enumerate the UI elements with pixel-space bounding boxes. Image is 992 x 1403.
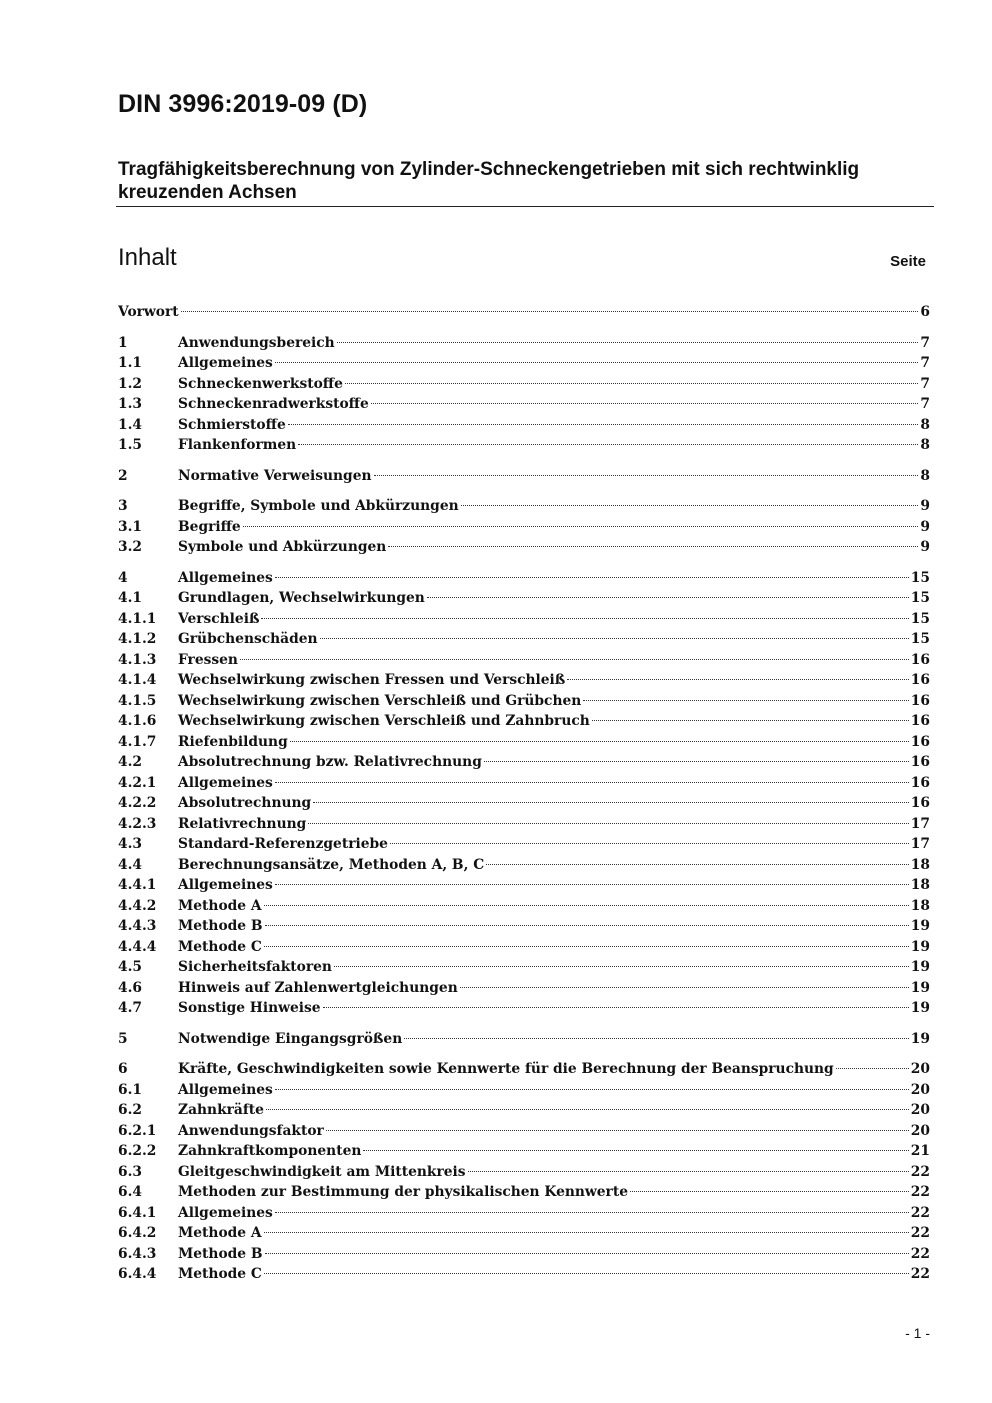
toc-entry-title: Verschleiß <box>178 610 260 627</box>
toc-entry-title: Wechselwirkung zwischen Verschleiß und Grübchen <box>178 692 582 709</box>
toc-entry[interactable] <box>118 650 930 671</box>
toc-entry-title: Allgemeines <box>178 569 273 586</box>
toc-entry-number: 6.2.1 <box>118 1122 157 1139</box>
toc-dot-leader <box>404 1038 909 1039</box>
toc-entry-number: 4.1.1 <box>118 610 157 627</box>
toc-dot-leader <box>243 526 919 527</box>
toc-entry-title: Vorwort <box>118 304 179 320</box>
toc-entry-title: Zahnkraftkomponenten <box>178 1143 362 1159</box>
document-title: Tragfähigkeitsberechnung von Zylinder-Schneckengetrieben mit sich rechtwinklig kreuzenden Achsen <box>118 159 860 203</box>
toc-entry-title: Standard-Referenzgetriebe <box>178 836 388 852</box>
toc-entry-title: Methoden zur Bestimmung der physikalischen Kennwerte <box>178 1184 628 1200</box>
toc-entry[interactable] <box>118 1029 930 1050</box>
toc-entry-page: 15 <box>910 590 930 606</box>
toc-entry-title: Schmierstoffe <box>178 416 286 433</box>
toc-entry[interactable] <box>118 957 930 978</box>
toc-entry-number: 6.4.1 <box>118 1204 157 1221</box>
toc-entry[interactable] <box>118 875 930 896</box>
toc-dot-leader <box>326 1130 909 1131</box>
toc-entry-title: Methode B <box>178 1245 263 1262</box>
toc-entry-page: 20 <box>910 1081 930 1098</box>
toc-entry-title: Allgemeines <box>178 355 273 371</box>
toc-entry-number: 3 <box>118 498 128 514</box>
toc-entry[interactable] <box>118 978 930 999</box>
toc-dot-leader <box>290 741 909 742</box>
toc-dot-leader <box>261 618 908 619</box>
toc-entry-title: Absolutrechnung bzw. Relativrechnung <box>178 754 482 770</box>
toc-entry-page: 16 <box>910 795 930 811</box>
toc-entry-page: 7 <box>920 355 930 371</box>
toc-entry-number: 4.1.6 <box>118 713 157 729</box>
toc-entry-title: Sicherheitsfaktoren <box>178 959 332 975</box>
toc-entry[interactable] <box>118 1121 930 1142</box>
toc-dot-leader <box>275 1212 909 1213</box>
toc-dot-leader <box>374 475 919 476</box>
toc-entry[interactable] <box>118 1223 930 1244</box>
toc-entry-title: Methode C <box>178 938 262 955</box>
toc-entry-page: 18 <box>910 877 930 893</box>
toc-entry[interactable] <box>118 793 930 814</box>
toc-dot-leader <box>320 638 909 639</box>
toc-dot-leader <box>583 700 908 701</box>
toc-entry-title: Hinweis auf Zahlenwertgleichungen <box>178 979 458 996</box>
toc-entry-page: 16 <box>910 713 930 729</box>
toc-dot-leader <box>181 311 919 312</box>
toc-entry-page: 16 <box>910 692 930 709</box>
toc-entry[interactable] <box>118 834 930 855</box>
toc-entry-title: Absolutrechnung <box>178 795 312 811</box>
toc-entry-number: 4.2.3 <box>118 815 157 832</box>
toc-entry-title: Methode A <box>178 897 262 914</box>
toc-dot-leader <box>390 843 909 844</box>
toc-dot-leader <box>288 424 919 425</box>
toc-dot-leader <box>275 782 909 783</box>
toc-entry[interactable] <box>118 1080 930 1101</box>
toc-entry-title: Allgemeines <box>178 877 273 893</box>
toc-entry-page: 22 <box>910 1245 930 1262</box>
toc-entry-page: 7 <box>920 375 930 392</box>
toc-entry-number: 1.3 <box>118 396 143 412</box>
toc-dot-leader <box>484 761 909 762</box>
toc-entry[interactable] <box>118 374 930 395</box>
toc-entry[interactable] <box>118 568 930 589</box>
toc-entry-title: Normative Verweisungen <box>178 467 372 484</box>
toc-dot-leader <box>567 679 909 680</box>
toc-entry[interactable] <box>118 609 930 630</box>
toc-entry-page: 19 <box>910 959 930 975</box>
toc-entry-page: 7 <box>920 396 930 412</box>
toc-entry[interactable] <box>118 302 930 323</box>
toc-entry[interactable] <box>118 1264 930 1285</box>
toc-entry-number: 6.4 <box>118 1184 143 1200</box>
toc-entry-number: 6 <box>118 1061 128 1077</box>
toc-entry-page: 19 <box>910 1030 930 1047</box>
toc-entry-page: 15 <box>910 569 930 586</box>
toc-entry[interactable] <box>118 1059 930 1080</box>
toc-entry-title: Methode A <box>178 1225 262 1241</box>
toc-entry-number: 4.1.4 <box>118 672 157 688</box>
toc-dot-leader <box>240 659 909 660</box>
toc-entry[interactable] <box>118 1203 930 1224</box>
toc-entry-title: Schneckenwerkstoffe <box>178 375 343 392</box>
toc-entry-number: 6.2 <box>118 1102 143 1118</box>
toc-entry-number: 6.1 <box>118 1081 143 1098</box>
toc-entry-number: 5 <box>118 1030 128 1047</box>
toc-entry-page: 15 <box>910 610 930 627</box>
toc-entry-title: Allgemeines <box>178 1081 273 1098</box>
toc-entry-page: 19 <box>910 979 930 996</box>
toc-entry[interactable] <box>118 415 930 436</box>
toc-dot-leader <box>486 864 909 865</box>
toc-dot-leader <box>388 546 918 547</box>
toc-entry-number: 2 <box>118 467 128 484</box>
toc-dot-leader <box>323 1007 909 1008</box>
toc-entry-number: 4.6 <box>118 979 143 996</box>
toc-entry-number: 3.2 <box>118 539 143 555</box>
toc-entry-number: 6.2.2 <box>118 1143 157 1159</box>
toc-entry-number: 4.2 <box>118 754 143 770</box>
toc-entry[interactable] <box>118 691 930 712</box>
toc-entry[interactable] <box>118 896 930 917</box>
toc-entry-title: Grübchenschäden <box>178 631 318 647</box>
toc-dot-leader <box>275 577 909 578</box>
toc-entry-title: Methode B <box>178 918 263 934</box>
toc-entry-title: Allgemeines <box>178 774 273 791</box>
toc-entry-number: 4.1.3 <box>118 651 157 668</box>
toc-entry-title: Grundlagen, Wechselwirkungen <box>178 590 425 606</box>
toc-entry-title: Notwendige Eingangsgrößen <box>178 1030 403 1047</box>
toc-entry-page: 8 <box>920 437 930 453</box>
toc-heading: Inhalt <box>118 244 177 271</box>
toc-entry-title: Methode C <box>178 1266 262 1282</box>
toc-entry-title: Allgemeines <box>178 1204 273 1221</box>
toc-entry[interactable] <box>118 333 930 354</box>
toc-entry-title: Begriffe, Symbole und Abkürzungen <box>178 498 459 514</box>
toc-entry-number: 1.4 <box>118 416 143 433</box>
toc-dot-leader <box>371 403 919 404</box>
toc-dot-leader <box>836 1068 909 1069</box>
toc-dot-leader <box>427 597 909 598</box>
toc-dot-leader <box>363 1150 908 1151</box>
toc-entry-title: Wechselwirkung zwischen Fressen und Verschleiß <box>178 672 566 688</box>
toc-entry-title: Wechselwirkung zwischen Verschleiß und Zahnbruch <box>178 713 590 729</box>
toc-entry[interactable] <box>118 916 930 937</box>
toc-entry[interactable] <box>118 855 930 876</box>
toc-entry-page: 15 <box>910 631 930 647</box>
toc-entry-number: 4.4 <box>118 856 143 873</box>
toc-entry-page: 19 <box>910 938 930 955</box>
toc-entry-number: 4.4.3 <box>118 918 157 934</box>
toc-entry-number: 4.4.1 <box>118 877 157 893</box>
toc-entry-page: 9 <box>920 498 930 514</box>
toc-dot-leader <box>265 925 909 926</box>
toc-entry-page: 16 <box>910 672 930 688</box>
toc-entry[interactable] <box>118 998 930 1019</box>
toc-entry-page: 19 <box>910 918 930 934</box>
toc-entry-title: Zahnkräfte <box>178 1102 264 1118</box>
toc-dot-leader <box>460 987 909 988</box>
toc-entry-number: 4.4.2 <box>118 897 157 914</box>
toc-entry[interactable] <box>118 435 930 456</box>
toc-entry-number: 4.2.1 <box>118 774 157 791</box>
toc-entry-page: 9 <box>920 539 930 555</box>
toc-entry-page: 8 <box>920 467 930 484</box>
toc-entry-title: Riefenbildung <box>178 733 288 750</box>
toc-entry-title: Flankenformen <box>178 437 297 453</box>
toc-dot-leader <box>592 720 909 721</box>
toc-dot-leader <box>630 1191 909 1192</box>
toc-entry-title: Berechnungsansätze, Methoden A, B, C <box>178 856 485 873</box>
toc-entry-number: 4.1.7 <box>118 733 157 750</box>
toc-dot-leader <box>275 362 919 363</box>
toc-dot-leader <box>345 383 918 384</box>
toc-entry-number: 1 <box>118 334 128 351</box>
toc-entry-page: 16 <box>910 774 930 791</box>
toc-entry[interactable] <box>118 588 930 609</box>
toc-entry-page: 6 <box>920 304 930 320</box>
toc-entry-number: 6.4.2 <box>118 1225 157 1241</box>
toc-dot-leader <box>337 342 919 343</box>
toc-entry-page: 17 <box>910 815 930 832</box>
toc-entry-number: 6.4.3 <box>118 1245 157 1262</box>
toc-entry[interactable] <box>118 752 930 773</box>
toc-entry-page: 22 <box>910 1184 930 1200</box>
toc-entry[interactable] <box>118 1141 930 1162</box>
toc-dot-leader <box>313 802 909 803</box>
toc-entry[interactable] <box>118 670 930 691</box>
toc-entry-number: 1.1 <box>118 355 143 371</box>
toc-dot-leader <box>265 1253 909 1254</box>
toc-entry-page: 22 <box>910 1225 930 1241</box>
toc-entry-title: Begriffe <box>178 518 241 535</box>
toc-entry-page: 7 <box>920 334 930 351</box>
toc-entry-number: 4.1.2 <box>118 631 157 647</box>
toc-entry-title: Relativrechnung <box>178 815 307 832</box>
toc-entry-number: 1.2 <box>118 375 143 392</box>
toc-entry-title: Anwendungsfaktor <box>178 1122 324 1139</box>
toc-entry-page: 22 <box>910 1266 930 1282</box>
toc-entry-page: 21 <box>910 1143 930 1159</box>
toc-entry[interactable] <box>118 937 930 958</box>
toc-entry[interactable] <box>118 1182 930 1203</box>
toc-entry-title: Symbole und Abkürzungen <box>178 539 387 555</box>
toc-entry-title: Anwendungsbereich <box>178 334 335 351</box>
toc-entry[interactable] <box>118 496 930 517</box>
toc-entry-number: 4.4.4 <box>118 938 157 955</box>
toc-entry[interactable] <box>118 1244 930 1265</box>
toc-entry-page: 9 <box>920 518 930 535</box>
document-id: DIN 3996:2019-09 (D) <box>118 90 368 118</box>
table-of-contents <box>118 302 930 1285</box>
toc-entry[interactable] <box>118 1100 930 1121</box>
toc-dot-leader <box>264 905 909 906</box>
toc-entry-title: Fressen <box>178 651 238 668</box>
toc-entry-number: 4 <box>118 569 128 586</box>
toc-dot-leader <box>308 823 909 824</box>
toc-entry[interactable] <box>118 732 930 753</box>
toc-entry-title: Gleitgeschwindigkeit am Mittenkreis <box>178 1163 466 1180</box>
toc-dot-leader <box>298 444 918 445</box>
toc-entry-page: 18 <box>910 897 930 914</box>
toc-entry-number: 6.3 <box>118 1163 143 1180</box>
toc-dot-leader <box>275 1089 909 1090</box>
toc-entry-number: 4.1 <box>118 590 143 606</box>
toc-entry[interactable] <box>118 537 930 558</box>
toc-entry-page: 22 <box>910 1204 930 1221</box>
toc-entry[interactable] <box>118 466 930 487</box>
toc-dot-leader <box>461 505 919 506</box>
toc-dot-leader <box>264 946 909 947</box>
toc-entry-page: 16 <box>910 651 930 668</box>
toc-entry-title: Kräfte, Geschwindigkeiten sowie Kennwerte für die Berechnung der Beanspruchung <box>178 1061 834 1077</box>
toc-entry[interactable] <box>118 1162 930 1183</box>
toc-entry-page: 16 <box>910 754 930 770</box>
toc-entry-number: 1.5 <box>118 437 143 453</box>
toc-entry-title: Sonstige Hinweise <box>178 1000 321 1016</box>
toc-entry-number: 3.1 <box>118 518 143 535</box>
toc-entry[interactable] <box>118 517 930 538</box>
toc-dot-leader <box>334 966 909 967</box>
page-number: - 1 - <box>905 1325 930 1341</box>
toc-entry[interactable] <box>118 773 930 794</box>
toc-entry[interactable] <box>118 711 930 732</box>
title-divider <box>116 206 934 207</box>
toc-dot-leader <box>468 1171 909 1172</box>
toc-entry-page: 16 <box>910 733 930 750</box>
toc-entry-page: 8 <box>920 416 930 433</box>
toc-dot-leader <box>275 884 909 885</box>
toc-entry-page: 22 <box>910 1163 930 1180</box>
toc-entry-number: 4.5 <box>118 959 143 975</box>
toc-entry[interactable] <box>118 353 930 374</box>
toc-entry-number: 4.2.2 <box>118 795 157 811</box>
toc-entry-page: 18 <box>910 856 930 873</box>
toc-dot-leader <box>266 1109 909 1110</box>
toc-entry-number: 4.7 <box>118 1000 143 1016</box>
toc-dot-leader <box>264 1232 909 1233</box>
toc-entry-page: 20 <box>910 1122 930 1139</box>
toc-entry-page: 20 <box>910 1102 930 1118</box>
toc-entry[interactable] <box>118 814 930 835</box>
toc-entry-number: 4.1.5 <box>118 692 157 709</box>
toc-page-column-label: Seite <box>890 253 926 270</box>
toc-entry-number: 4.3 <box>118 836 143 852</box>
toc-entry[interactable] <box>118 394 930 415</box>
toc-entry-title: Schneckenradwerkstoffe <box>178 396 369 412</box>
toc-dot-leader <box>264 1273 909 1274</box>
toc-entry[interactable] <box>118 629 930 650</box>
toc-entry-page: 20 <box>910 1061 930 1077</box>
toc-entry-page: 17 <box>910 836 930 852</box>
toc-entry-number: 6.4.4 <box>118 1266 157 1282</box>
toc-entry-page: 19 <box>910 1000 930 1016</box>
